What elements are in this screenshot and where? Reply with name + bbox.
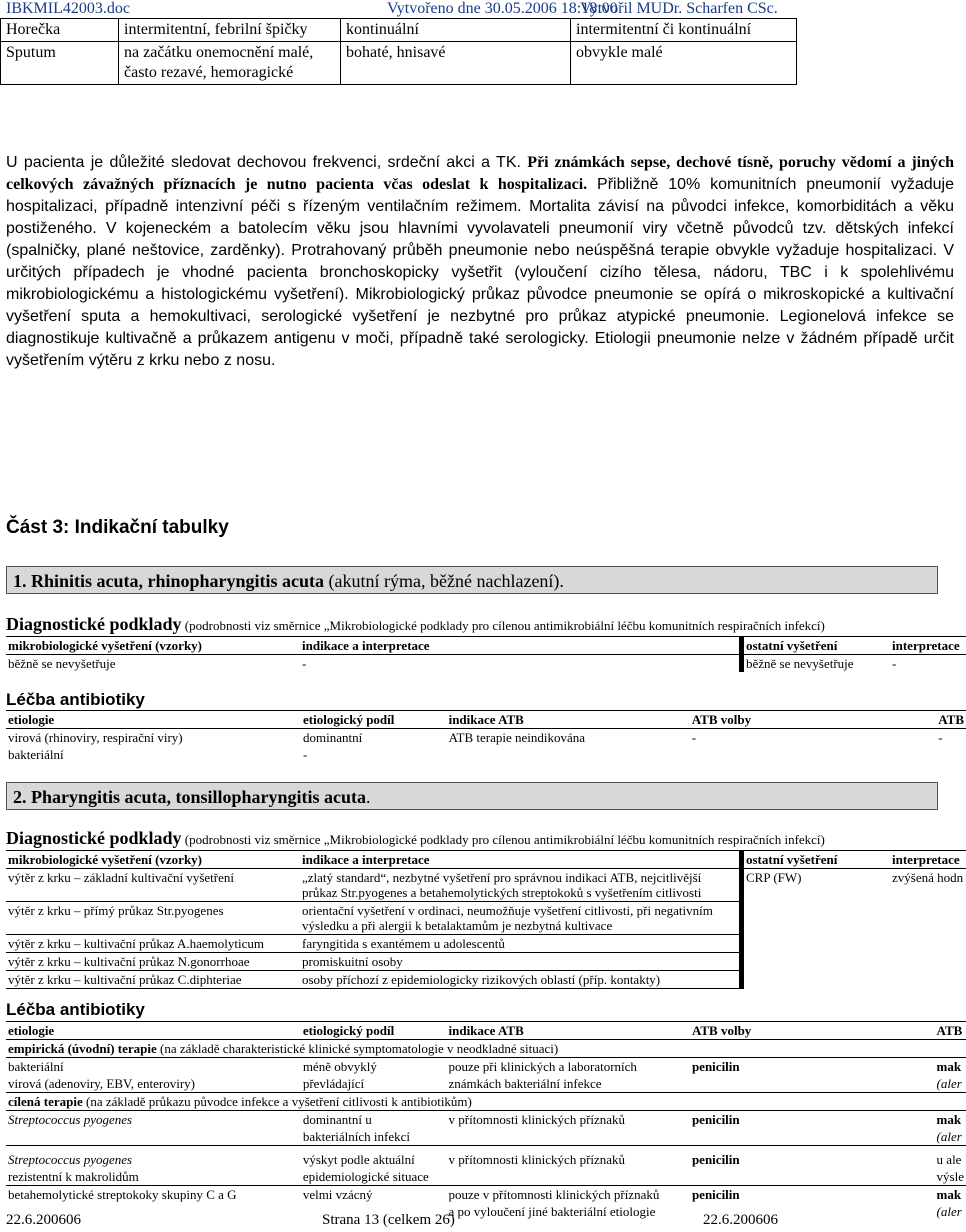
table-cell: běžně se nevyšetřuje [8,656,116,671]
table-cell: - [691,730,697,745]
column-header: indikace ATB [447,711,690,729]
table-cell [690,746,937,763]
table-row [6,869,966,902]
table-cell: méně obvyklý [302,1059,377,1074]
table-cell: výtěr z krku – přímý průkaz Str.pyogenes [6,902,300,935]
table-cell [742,902,891,935]
column-header: ostatní vyšetření [742,851,891,869]
table-cell [690,1168,935,1186]
table-cell: mak [936,1059,962,1074]
table-cell: penicilin [691,1187,740,1202]
section1-atb-title: Léčba antibiotiky [6,690,145,709]
section2-diag-title [6,828,825,849]
column-header: indikace a interpretace [300,637,742,655]
diag-label: Diagnostické podklady [6,614,182,634]
footer-date-right: 22.6.200606 [703,1212,778,1228]
column-header: mikrobiologické vyšetření (vzorky) [6,851,300,869]
column-header: ostatní vyšetření [742,637,891,655]
diag-note: (podrobnosti viz směrnice „Mikrobiologické podklady pro cílenou antimikrobiální léčbu komunitních respiračních infekcí) [181,832,825,847]
table-cell: faryngitida s exantémem u adolescentů [300,935,742,953]
table-cell [447,1168,690,1186]
group-header-empirical [6,1040,966,1058]
table-cell: a po vyloučení jiné bakteriální etiologie [448,1204,656,1219]
table-cell: výtěr z krku – kultivační průkaz A.haemolyticum [6,935,300,953]
table-cell: pouze v přítomnosti klinických příznaků [448,1187,660,1202]
column-header: mikrobiologické vyšetření (vzorky) [6,637,300,655]
table-cell: v přítomnosti klinických příznaků [448,1152,626,1167]
table-cell: výtěr z krku – kultivační průkaz N.gonorrhoae [6,953,300,971]
table-cell: osoby příchozí z epidemiologicky rizikových oblastí (příp. kontakty) [300,971,742,989]
table-row [1,42,797,85]
table-cell: (aler [936,1204,962,1219]
diag-note: (podrobnosti viz směrnice „Mikrobiologické podklady pro cílenou antimikrobiální léčbu komunitních respiračních infekcí) [181,618,825,633]
table-cell [690,1128,935,1146]
group-note: (na základě průkazu původce infekce a vyšetření citlivosti k antibiotikům) [82,1094,472,1109]
table-cell [742,953,891,971]
table-cell: mak [936,1187,962,1202]
para-rest: Přibližně 10% komunitních pneumonií vyžaduje hospitalizaci, případně intenzivní péči s řízeným ventilačním režimem. Mortalita závisí na původci infekce, komorbiditách a věku postiženého. V kojeneckém a batolecím věku jsou hlavními vyvolavateli pneumonií viry včetně původců tzv. dětských infekcí (spalničky, plané neštovice, zarděnky). Protrahovaný průběh pneumonie nebo neúspěšná terapie obvykle vyžaduje hospitalizaci. V určitých případech je vhodné pacienta bronchoskopicky vyšetřit (vyloučení cizího tělesa, nádoru, TBC i k spolehlivému mikrobiologickému a histologickému vyšetření). Mikrobiologický průkaz původce pneumonie se opírá o mikroskopické a kultivační vyšetření sputa a hemokultivaci, serologické vyšetření je nezbytné pro průkaz atypické pneumonie. Legionelová infekce se diagnostikuje kultivačně a průkazem antigenu v moči, případně také serologicky. Etiologii pneumonie nelze v žádném případě určit vyšetřením výtěru z krku nebo z nosu. [6,176,954,369]
group-label: cílená terapie [8,1094,83,1109]
header-created: Vytvořeno dne 30.05.2006 18:18:00 [387,0,618,17]
table-cell [690,1075,935,1093]
table-header-row [6,1022,966,1040]
table-row [6,1203,966,1220]
section2-diag-table [6,850,966,989]
table-cell: Streptococcus pyogenes [8,1152,133,1167]
table-row [6,1075,966,1093]
table-cell: pouze při klinických a laboratorních [448,1059,637,1074]
column-header: ATB [935,1022,966,1040]
column-header: interpretace [890,851,966,869]
table-cell: - [303,747,308,762]
table-cell: obvykle malé [571,42,797,85]
table-cell: v přítomnosti klinických příznaků [448,1112,626,1127]
column-header: ATB [938,712,964,727]
table-cell: (aler [936,1129,962,1144]
footer-page-number: Strana 13 (celkem 26) [322,1212,455,1228]
para-intro: U pacienta je důležité sledovat dechovou frekvenci, srdeční akci a TK. [6,154,528,171]
table-cell: bakteriální [8,747,64,762]
symptoms-table [0,18,797,85]
table-row [6,1168,966,1186]
section2-atb-title: Léčba antibiotiky [6,1000,145,1019]
table-cell [890,971,966,989]
table-cell: - [892,656,897,671]
header-author: Vytvořil MUDr. Scharfen CSc. [580,0,778,17]
table-header-row [6,851,966,869]
section1-title-box [6,566,938,594]
table-cell: penicilin [691,1059,740,1074]
diag-label: Diagnostické podklady [6,828,182,848]
column-header: etiologický podíl [301,711,447,729]
table-header-row [6,711,966,729]
table-row [6,971,966,989]
table-cell [936,746,966,763]
table-cell: známkách bakteriální infekce [448,1076,602,1091]
table-cell: výsle [936,1169,964,1184]
table-cell: Horečka [1,19,119,42]
table-cell [890,935,966,953]
table-cell: bakteriálních infekcí [302,1129,411,1144]
table-cell: běžně se nevyšetřuje [746,656,854,671]
table-cell: ATB terapie neindikována [448,730,586,745]
section2-atb-table [6,1021,966,1220]
table-cell: velmi vzácný [302,1187,373,1202]
section1-diag-title [6,614,825,635]
table-cell: (aler [936,1076,962,1091]
table-row [6,1146,966,1169]
table-cell: kontinuální [341,19,571,42]
table-cell [742,971,891,989]
table-cell: bakteriální [8,1059,64,1074]
table-row [6,729,966,747]
body-paragraph [6,152,954,372]
group-note: (na základě charakteristické klinické symptomatologie v neodkladné situaci) [156,1041,559,1056]
table-cell: penicilin [691,1112,740,1127]
table-cell: dominantní u [302,1112,372,1127]
table-cell: epidemiologické situace [302,1169,429,1184]
table-cell: virová (adenoviry, EBV, enteroviry) [8,1076,196,1091]
column-header: etiologický podíl [301,1022,447,1040]
column-header: etiologie [6,1022,301,1040]
table-cell: zvýšená hodn [892,870,964,885]
table-cell: virová (rhinoviry, respirační viry) [8,730,183,745]
section2-title-rest: . [366,787,371,807]
section2-title-box [6,782,938,810]
table-cell: rezistentní k makrolidům [8,1169,139,1184]
table-row [6,1058,966,1076]
part3-heading: Část 3: Indikační tabulky [6,517,229,538]
section1-title-rest: (akutní rýma, běžné nachlazení). [324,571,564,591]
table-row [6,1111,966,1129]
table-header-row [6,637,966,655]
table-cell: CRP (FW) [746,870,802,885]
column-header: interpretace [890,637,966,655]
para-bold-warning: Při známkách sepse, dechové tísně, poruchy vědomí a jiných celkových závažných příznacích je nutno pacienta včas odeslat k hospitalizaci. [6,154,955,193]
header-file: IBKMIL42003.doc [6,0,130,17]
table-cell: mak [936,1112,962,1127]
column-header: ATB volby [690,711,937,729]
table-row [1,19,797,42]
column-header: ATB volby [690,1022,935,1040]
table-cell: betahemolytické streptokoky skupiny C a G [8,1187,237,1202]
footer-date-left: 22.6.200606 [6,1212,81,1228]
table-row [6,655,966,673]
table-cell [890,953,966,971]
table-cell [447,746,690,763]
table-row [6,953,966,971]
table-cell: intermitentní či kontinuální [571,19,797,42]
table-cell [890,902,966,935]
table-cell [6,1128,301,1146]
table-cell: na začátku onemocnění malé, často rezavé, hemoragické [119,42,341,85]
table-row [6,1128,966,1146]
table-cell: promiskuitní osoby [300,953,742,971]
table-cell: dominantní [303,730,363,745]
table-cell: Sputum [1,42,119,85]
section1-atb-table [6,710,966,763]
table-cell: Streptococcus pyogenes [8,1112,133,1127]
table-cell: orientační vyšetření v ordinaci, neumožňuje vyšetření citlivosti, při negativním výsledku a při alergii k betalaktamům je nezbytná kultivace [300,902,742,935]
table-cell: „zlatý standard“, nezbytné vyšetření pro správnou indikaci ATB, nejcitlivější průkaz Str.pyogenes a betahemolytických streptokoků s vyšetřením citlivosti [300,869,742,902]
table-row [6,935,966,953]
section1-diag-table [6,636,966,672]
table-row [6,1186,966,1204]
section2-title: 2. Pharyngitis acuta, tonsillopharyngitis acuta [13,787,367,807]
column-header: indikace a interpretace [300,851,742,869]
table-cell: výskyt podle aktuální [302,1152,415,1167]
table-cell: - [300,655,742,673]
column-header: indikace ATB [447,1022,690,1040]
table-cell: penicilin [691,1152,740,1167]
table-cell: výtěr z krku – kultivační průkaz C.diphteriae [6,971,300,989]
table-cell: převládající [302,1076,365,1091]
table-cell: - [938,730,943,745]
table-cell: u ale [936,1152,962,1167]
table-cell [447,1128,690,1146]
table-row [6,902,966,935]
group-header-targeted [6,1093,966,1111]
column-header: etiologie [6,711,301,729]
page-header [0,0,960,20]
group-label: empirická (úvodní) terapie [8,1041,157,1056]
table-row [6,746,966,763]
table-cell [742,935,891,953]
section1-title: 1. Rhinitis acuta, rhinopharyngitis acuta [13,571,325,591]
table-cell: bohaté, hnisavé [341,42,571,85]
table-cell: výtěr z krku – základní kultivační vyšetření [8,870,234,885]
table-cell: intermitentní, febrilní špičky [119,19,341,42]
